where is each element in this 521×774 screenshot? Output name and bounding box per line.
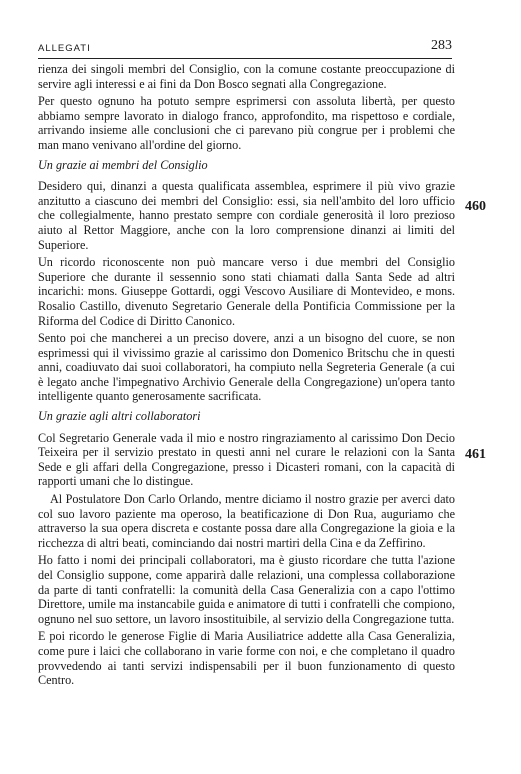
- paragraph: Un ricordo riconoscente non può mancare verso i due membri del Consiglio Superiore che durante il sessennio sono stati chiamati dalla Santa Sede ad altri incarichi: mons. Giuseppe Gottardi, oggi Vescovo Ausiliare di Montevideo, e mons. Rosalio Castillo, divenuto Segretario Generale della Pontificia Commissione per la Riforma del Codice di Diritto Canonico.: [38, 255, 455, 328]
- section-title: ALLEGATI: [38, 43, 91, 54]
- paragraph: Per questo ognuno ha potuto sempre esprimersi con assoluta libertà, per questo abbiamo sempre lavorato in dialogo franco, approfondito, ma rispettoso e cordiale, arrivando insieme alle conclusioni che ci parevano più congrue per i problemi che man mano venivano all'ordine del giorno.: [38, 94, 455, 152]
- paragraph: Desidero qui, dinanzi a questa qualificata assemblea, esprimere il più vivo grazie anzitutto a ciascuno dei membri del Consiglio: essi, sia nell'ambito del loro ufficio che collegialmente, hanno prestato sempre con cordiale generosità il loro prezioso aiuto al Rettor Maggiore, anche con la loro comprensione dinanzi ai limiti del Superiore.: [38, 179, 455, 252]
- paragraph: Col Segretario Generale vada il mio e nostro ringraziamento al carissimo Don Decio Teixeira per il servizio prestato in questi anni nel curare le relazioni con la Santa Sede e gli affari della Congregazione, presso i Dicasteri romani, con la capacità di rapporti umani che lo distingue.: [38, 430, 455, 489]
- page-body: [38, 62, 455, 691]
- paragraph: Al Postulatore Don Carlo Orlando, mentre diciamo il nostro grazie per averci dato col suo lavoro paziente ma operoso, la beatificazione di Don Rua, auguriamo che attraverso la sua opera discreta e costante possa dare alla Congregazione la gioia e la ricchezza di altri beati, cominciando dai nostri martiri della Cina e da Zeffirino.: [38, 492, 455, 550]
- margin-number: 460: [465, 199, 486, 214]
- paragraph: E poi ricordo le generose Figlie di Maria Ausiliatrice addette alla Casa Generalizia, come pure i laici che collaborano in varie forme con noi, e che completano il quadro provvedendo ai tanti servizi indispensabili per il buon funzionamento di questo Centro.: [38, 629, 455, 688]
- running-head: [38, 38, 452, 59]
- section-heading: Un grazie agli altri collaboratori: [38, 409, 201, 424]
- section-heading: Un grazie ai membri del Consiglio: [38, 157, 208, 172]
- paragraph: rienza dei singoli membri del Consiglio, con la comune costante preoccupazione di servire agli interessi e ai fini da Don Bosco segnati alla Congregazione.: [38, 62, 455, 91]
- page-number: 283: [431, 38, 452, 53]
- paragraph: Sento poi che mancherei a un preciso dovere, anzi a un bisogno del cuore, se non esprimessi qui il vivissimo grazie al carissimo don Domenico Britschu che in questi anni, coadiuvato dai suoi collaboratori, ha compiuto nella Segreteria Generale (a cui è legato anche l'impegnativo Archivio Generale della Congregazione) un'opera tanto intelligente quanto generosamente sacrificata.: [38, 331, 455, 404]
- margin-number: 461: [465, 447, 486, 462]
- paragraph: Ho fatto i nomi dei principali collaboratori, ma è giusto ricordare che tutta l'azione del Consiglio suppone, come apparirà dalle relazioni, una complessa collaborazione da parte di tanti confratelli: la comunità della Casa Generalizia con a capo l'ottimo Direttore, umile ma instancabile guida e animatore di tutti i confratelli che compiono, ognuno nel suo settore, un lavoro insostituibile, al servizio della Congregazione tutta.: [38, 553, 455, 626]
